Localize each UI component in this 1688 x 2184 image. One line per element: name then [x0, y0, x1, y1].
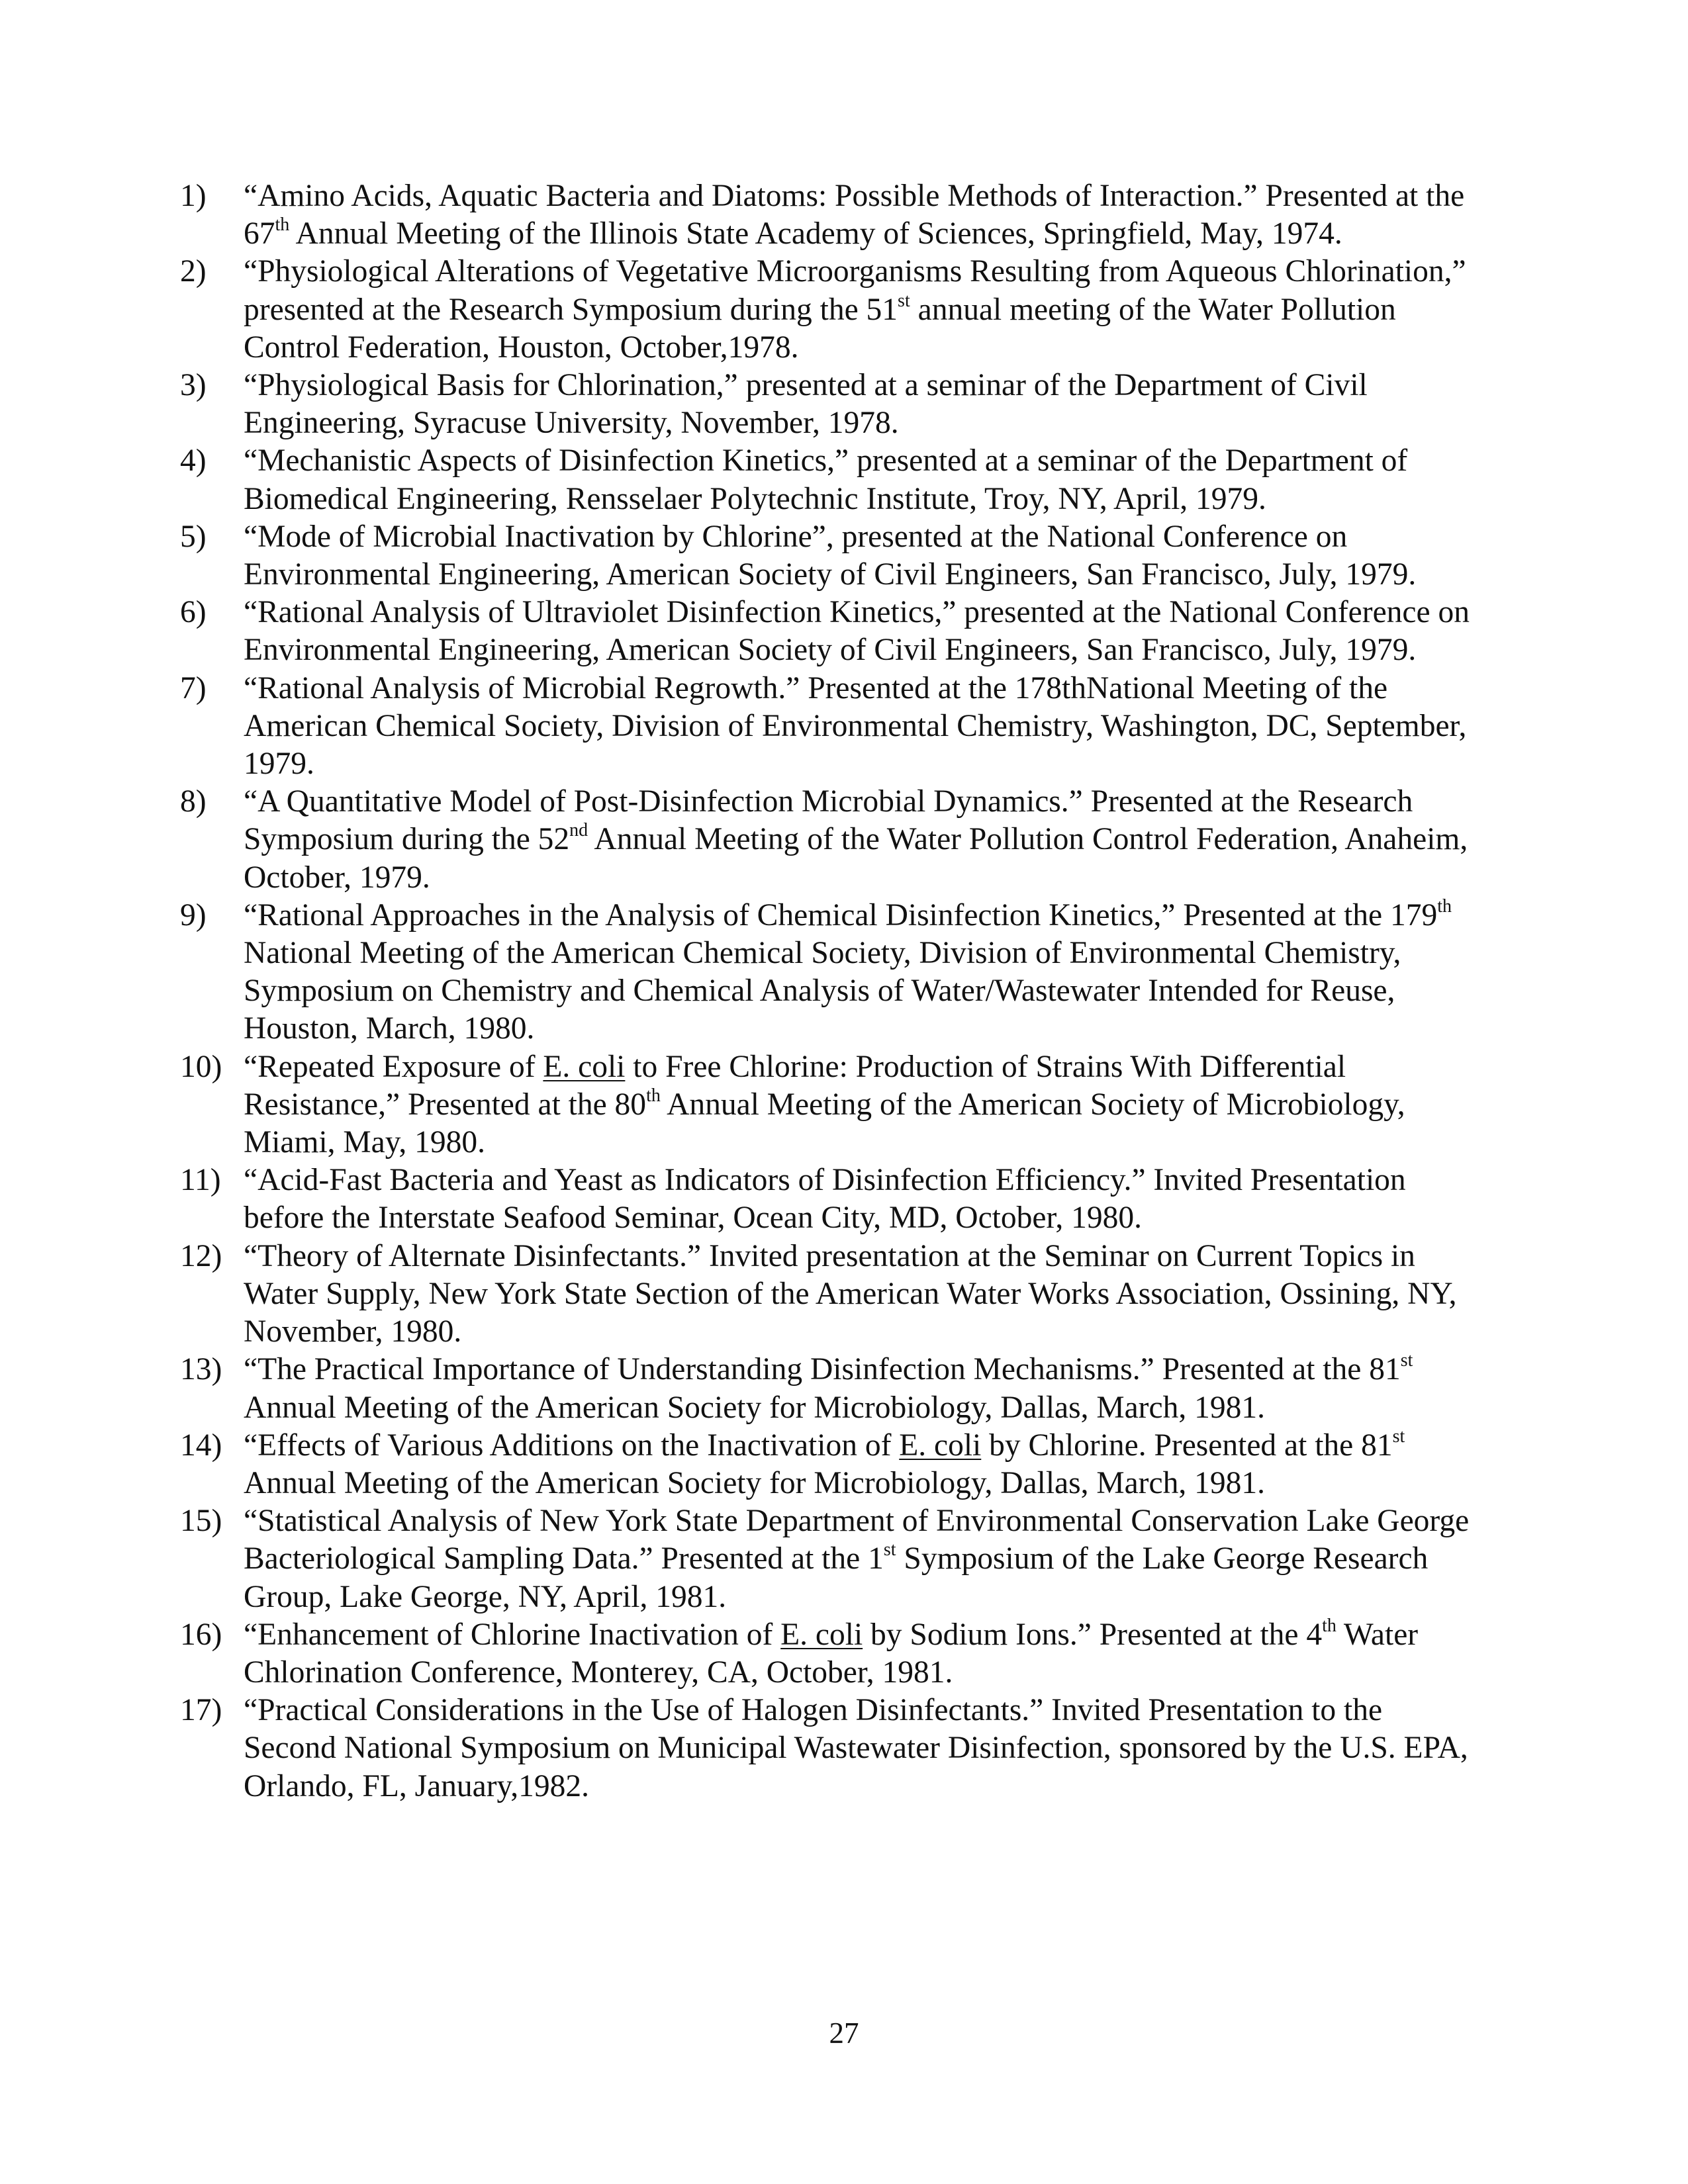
list-item	[180, 1351, 1477, 1426]
list-item	[180, 1692, 1477, 1805]
item-text: “Rational Analysis of Ultraviolet Disinfection Kinetics,” presented at the National Conference on Environmental Engineering, American Society of Civil Engineers, San Francisco, July, 1979.	[244, 595, 1470, 668]
item-text: “The Practical Importance of Understanding Disinfection Mechanisms.” Presented at the 81	[244, 1352, 1401, 1387]
ordinal-suffix: th	[1322, 1615, 1336, 1636]
item-text: “Repeated Exposure of	[244, 1049, 543, 1084]
item-number: 11)	[180, 1163, 221, 1198]
item-text: by Sodium Ions.” Presented at the 4	[863, 1617, 1323, 1652]
ordinal-suffix: st	[883, 1539, 896, 1561]
ordinal-suffix: st	[898, 290, 910, 311]
item-text: “Physiological Alterations of Vegetative Microorganisms Resulting from Aqueous Chlorination,” presented at the Research Symposium during the 51	[244, 254, 1466, 327]
item-text: “Theory of Alternate Disinfectants.” Invited presentation at the Seminar on Current Topics in Water Supply, New York State Section of the American Water Works Association, Ossining, NY, November, 1980.	[244, 1238, 1457, 1349]
item-text: “Mode of Microbial Inactivation by Chlorine”, presented at the National Conference on Environmental Engineering, American Society of Civil Engineers, San Francisco, July, 1979.	[244, 519, 1417, 592]
list-item	[180, 897, 1477, 1048]
item-text: to Free Chlorine: Production of Strains With Differential Resistance,” Presented at the 80	[244, 1049, 1346, 1122]
item-number: 1)	[180, 179, 207, 213]
item-number: 16)	[180, 1617, 222, 1652]
item-text: “Mechanistic Aspects of Disinfection Kinetics,” presented at a seminar of the Department of Biomedical Engineering, Rensselaer Polytechnic Institute, Troy, NY, April, 1979.	[244, 443, 1408, 516]
item-number: 12)	[180, 1238, 222, 1273]
ordinal-suffix: nd	[569, 820, 588, 841]
list-item	[180, 442, 1477, 518]
item-number: 15)	[180, 1504, 222, 1539]
item-text: Water Chlorination Conference, Monterey, CA, October, 1981.	[244, 1617, 1419, 1690]
list-item	[180, 1616, 1477, 1692]
page-number: 27	[829, 2017, 859, 2050]
list-item	[180, 1427, 1477, 1502]
item-text: annual meeting of the Water Pollution Control Federation, Houston, October,1978.	[244, 292, 1396, 365]
item-number: 14)	[180, 1428, 222, 1463]
list-item	[180, 670, 1477, 784]
item-text: Symposium of the Lake George Research Group, Lake George, NY, April, 1981.	[244, 1541, 1429, 1614]
species-name: E. coli	[780, 1617, 863, 1652]
item-text: “Enhancement of Chlorine Inactivation of	[244, 1617, 781, 1652]
item-text: “Acid-Fast Bacteria and Yeast as Indicators of Disinfection Efficiency.” Invited Presentation before the Interstate Seafood Seminar, Ocean City, MD, October, 1980.	[244, 1163, 1406, 1236]
list-item	[180, 783, 1477, 897]
item-number: 5)	[180, 519, 207, 554]
ordinal-suffix: th	[1437, 895, 1452, 917]
species-name: E. coli	[543, 1049, 626, 1084]
list-item	[180, 1238, 1477, 1351]
item-text: “Physiological Basis for Chlorination,” presented at a seminar of the Department of Civil Engineering, Syracuse University, November, 1978.	[244, 368, 1368, 441]
item-number: 10)	[180, 1049, 222, 1084]
list-item	[180, 1161, 1477, 1237]
list-item	[180, 177, 1477, 253]
list-item	[180, 1502, 1477, 1616]
item-number: 9)	[180, 897, 207, 933]
item-text: Annual Meeting of the American Society for Microbiology, Dallas, March, 1981.	[244, 1390, 1265, 1425]
item-number: 4)	[180, 443, 207, 478]
item-number: 17)	[180, 1693, 222, 1728]
list-item	[180, 367, 1477, 442]
item-number: 13)	[180, 1352, 222, 1387]
item-number: 2)	[180, 254, 207, 289]
item-number: 3)	[180, 368, 207, 403]
ordinal-suffix: th	[646, 1085, 661, 1106]
species-name: E. coli	[899, 1428, 982, 1463]
list-item	[180, 253, 1477, 367]
ordinal-suffix: th	[275, 214, 290, 236]
item-text: “A Quantitative Model of Post-Disinfection Microbial Dynamics.” Presented at the Research Symposium during the 52	[244, 784, 1413, 857]
ordinal-suffix: st	[1400, 1350, 1413, 1371]
item-number: 8)	[180, 784, 207, 819]
item-text: National Meeting of the American Chemical Society, Division of Environmental Chemistry, Symposium on Chemistry and Chemical Analysis of Water/Wastewater Intended for Reuse, Houston, March, 1980.	[244, 936, 1401, 1046]
item-text: “Practical Considerations in the Use of Halogen Disinfectants.” Invited Presentation to the Second National Symposium on Municipal Wastewater Disinfection, sponsored by the U.S. EPA, Orlando, FL, January,1982.	[244, 1693, 1468, 1803]
item-number: 7)	[180, 670, 207, 705]
ordinal-suffix: st	[1392, 1426, 1405, 1447]
list-item	[180, 1048, 1477, 1162]
item-text: Annual Meeting of the Water Pollution Control Federation, Anaheim, October, 1979.	[244, 822, 1468, 895]
list-item	[180, 518, 1477, 594]
item-text: Annual Meeting of the American Society for Microbiology, Dallas, March, 1981.	[244, 1465, 1265, 1500]
item-text: “Statistical Analysis of New York State Department of Environmental Conservation Lake George Bacteriological Sampling Data.” Presented at the 1	[244, 1504, 1470, 1576]
item-text: Annual Meeting of the American Society of Microbiology, Miami, May, 1980.	[244, 1087, 1405, 1160]
item-text: “Effects of Various Additions on the Inactivation of	[244, 1428, 900, 1463]
item-text: Annual Meeting of the Illinois State Academy of Sciences, Springfield, May, 1974.	[289, 216, 1342, 251]
list-item	[180, 594, 1477, 669]
presentation-list	[180, 177, 1477, 1805]
item-text: “Amino Acids, Aquatic Bacteria and Diatoms: Possible Methods of Interaction.” Presented at the 67	[244, 179, 1465, 251]
item-text: “Rational Analysis of Microbial Regrowth.” Presented at the 178thNational Meeting of the American Chemical Society, Division of Environmental Chemistry, Washington, DC, September, 1979.	[244, 670, 1467, 782]
item-text: by Chlorine. Presented at the 81	[981, 1428, 1393, 1463]
item-number: 6)	[180, 595, 207, 630]
item-text: “Rational Approaches in the Analysis of Chemical Disinfection Kinetics,” Presented at the 179	[244, 897, 1438, 933]
